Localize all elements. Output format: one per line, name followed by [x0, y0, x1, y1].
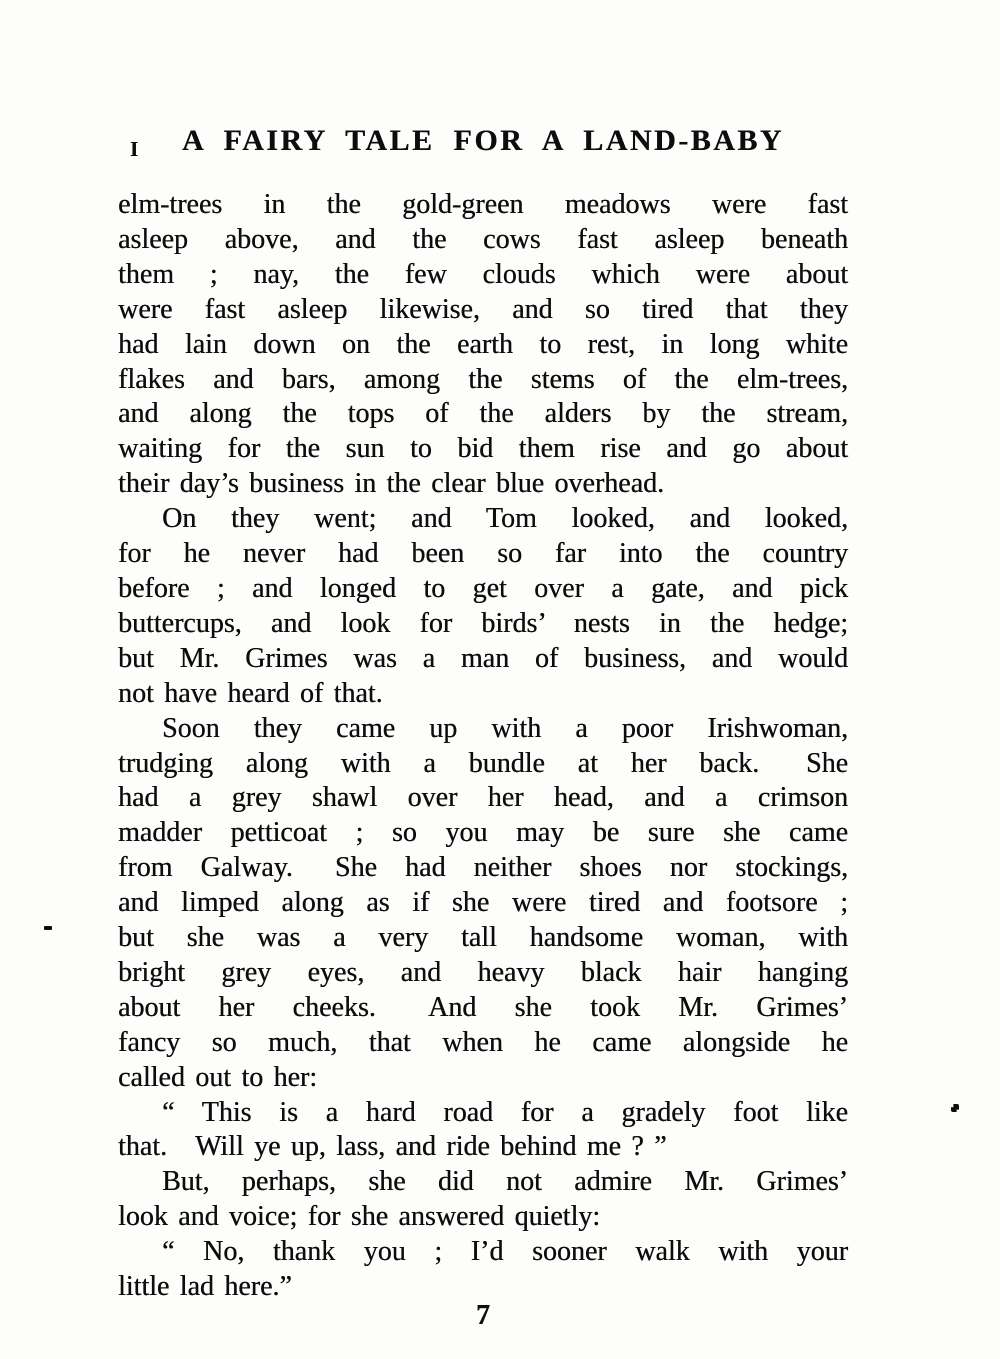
page-body: [118, 188, 848, 1305]
text-line: before ; and longed to get over a gate, and pick: [118, 572, 848, 604]
page-footer: [118, 1300, 848, 1332]
text-line: their day’s business in the clear blue overhead.: [118, 468, 665, 500]
text-line: flakes and bars, among the stems of the elm-trees,: [118, 363, 848, 395]
text-line: buttercups, and look for birds’ nests in the hedge;: [118, 607, 848, 639]
text-line: called out to her:: [118, 1061, 318, 1093]
scan-speck-right: [951, 1104, 959, 1112]
text-line: On they went; and Tom looked, and looked,: [162, 503, 848, 535]
running-title: A FAIRY TALE FOR A LAND-BABY: [181, 124, 785, 157]
text-line: fancy so much, that when he came alongside he: [118, 1026, 848, 1058]
text-line: not have heard of that.: [118, 677, 383, 709]
text-line: had a grey shawl over her head, and a crimson: [118, 782, 848, 814]
text-line: But, perhaps, she did not admire Mr. Grimes’: [162, 1166, 848, 1198]
text-line: but Mr. Grimes was a man of business, and would: [118, 642, 848, 674]
text-line: elm-trees in the gold-green meadows were fast: [118, 189, 848, 220]
text-line: had lain down on the earth to rest, in long white: [118, 328, 848, 360]
text-line: them ; nay, the few clouds which were about: [118, 258, 848, 290]
text-line: were fast asleep likewise, and so tired that they: [118, 293, 848, 325]
text-line: from Galway. She had neither shoes nor stockings,: [118, 852, 848, 884]
scan-speck-left: [44, 926, 52, 930]
page-number: 7: [476, 1300, 490, 1331]
text-line: trudging along with a bundle at her back. She: [118, 747, 848, 779]
text-line: but she was a very tall handsome woman, with: [118, 922, 848, 954]
text-line: madder petticoat ; so you may be sure she came: [118, 817, 848, 849]
text-line: and along the tops of the alders by the stream,: [118, 398, 848, 430]
text-line: “ This is a hard road for a gradely foot like: [162, 1096, 848, 1128]
text-line: “ No, thank you ; I’d sooner walk with your: [162, 1236, 848, 1268]
text-line: bright grey eyes, and heavy black hair hanging: [118, 956, 848, 988]
text-line: look and voice; for she answered quietly:: [118, 1201, 601, 1233]
text-line: about her cheeks. And she took Mr. Grimes’: [118, 991, 848, 1023]
text-line: asleep above, and the cows fast asleep beneath: [118, 223, 848, 255]
chapter-number: I: [130, 137, 140, 161]
text-line: Soon they came up with a poor Irishwoman,: [162, 712, 848, 744]
text-line: and limped along as if she were tired and footsore ;: [118, 887, 848, 919]
text-line: waiting for the sun to bid them rise and go about: [118, 433, 848, 465]
page-header: [118, 124, 848, 168]
text-line: for he never had been so far into the country: [118, 538, 848, 570]
text-line: little lad here.”: [118, 1271, 292, 1303]
text-line: that. Will ye up, lass, and ride behind me ? ”: [118, 1131, 667, 1163]
